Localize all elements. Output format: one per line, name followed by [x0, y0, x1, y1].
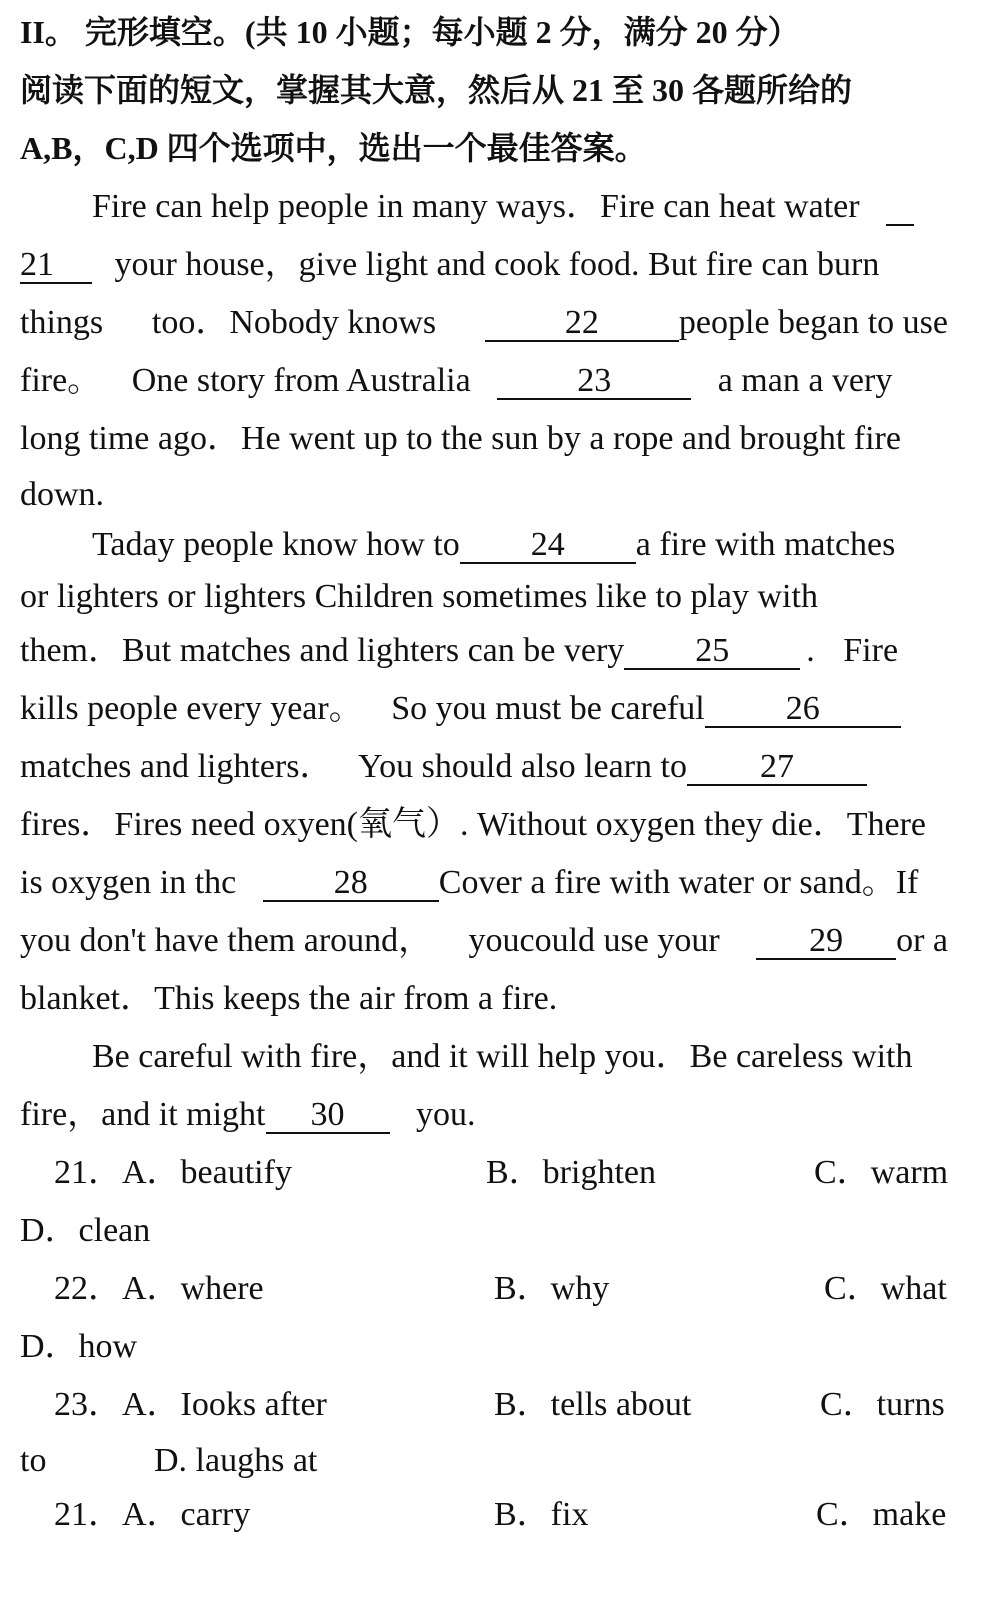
passage-line: is oxygen in thc 28 Cover a fire with water or sand。If	[20, 864, 919, 901]
option-21-d[interactable]: D．clean	[20, 1212, 151, 1249]
passage-line: things too．Nobody knows 22 people began to use	[20, 304, 948, 341]
passage-line: them．But matches and lighters can be very 25 . Fire	[20, 632, 899, 669]
instruction-line: 阅读下面的短文，掌握其大意，然后从 21 至 30 各题所给的	[20, 72, 853, 108]
passage-line: Be careful with fire，and it will help you．Be careless with	[92, 1038, 913, 1075]
option-22-b[interactable]: B．why	[494, 1270, 610, 1307]
blank-26: 26	[705, 692, 901, 728]
passage-line: blanket．This keeps the air from a fire.	[20, 980, 558, 1017]
option-23-a[interactable]: 23．A．Iooks after	[54, 1386, 327, 1423]
passage-line: or lighters or lighters Children sometimes like to play with	[20, 578, 818, 615]
passage-line: matches and lighters． You should also learn to 27	[20, 746, 948, 788]
passage-line: Fire can help people in many ways．Fire can heat water	[92, 186, 948, 228]
blank-22: 22	[485, 306, 679, 342]
section-title: II。 完形填空。(共 10 小题；每小题 2 分，满分 20 分）	[20, 14, 800, 50]
passage-line: long time ago．He went up to the sun by a rope and brought fire	[20, 420, 901, 457]
blank-29: 29	[756, 924, 896, 960]
blank-21: 21	[20, 248, 92, 284]
passage-line: fires．Fires need oxyen(氧气）. Without oxygen they die．There	[20, 806, 927, 843]
option-23-c[interactable]: C．turns	[820, 1386, 945, 1423]
option-24-c[interactable]: C．make	[816, 1496, 947, 1533]
passage-line: fire，and it might 30 you.	[20, 1096, 476, 1133]
option-21-b[interactable]: B．brighten	[486, 1154, 656, 1191]
blank-28: 28	[263, 866, 439, 902]
option-23-c-continued: to	[20, 1442, 47, 1479]
blank-27: 27	[687, 750, 867, 786]
option-21-a[interactable]: 21．A．beautify	[54, 1154, 292, 1191]
passage-line: down.	[20, 476, 105, 513]
passage-line: 21 your house，give light and cook food. But fire can burn	[20, 246, 880, 283]
option-23-d[interactable]: D. laughs at	[154, 1442, 318, 1479]
instruction-line: A,B，C,D 四个选项中，选出一个最佳答案。	[20, 130, 647, 166]
passage-line: fire。 One story from Australia 23 a man a very	[20, 362, 893, 399]
option-22-c[interactable]: C．what	[824, 1270, 947, 1307]
blank-25: 25	[624, 634, 800, 670]
passage-line: Taday people know how to 24 a fire with matches	[92, 526, 896, 563]
option-22-a[interactable]: 22．A．where	[54, 1270, 264, 1307]
blank-23: 23	[497, 364, 691, 400]
blank-30: 30	[266, 1098, 390, 1134]
option-21-c[interactable]: C．warm	[814, 1154, 949, 1191]
option-24-a[interactable]: 21．A．carry	[54, 1496, 251, 1533]
blank-24: 24	[460, 528, 636, 564]
option-22-d[interactable]: D．how	[20, 1328, 138, 1365]
blank-21-start	[886, 190, 914, 226]
passage-line: kills people every year。 So you must be careful 26	[20, 688, 948, 730]
passage-line: you don't have them around， youcould use your 29 or a	[20, 922, 948, 959]
option-24-b[interactable]: B．fix	[494, 1496, 589, 1533]
option-23-b[interactable]: B．tells about	[494, 1386, 692, 1423]
